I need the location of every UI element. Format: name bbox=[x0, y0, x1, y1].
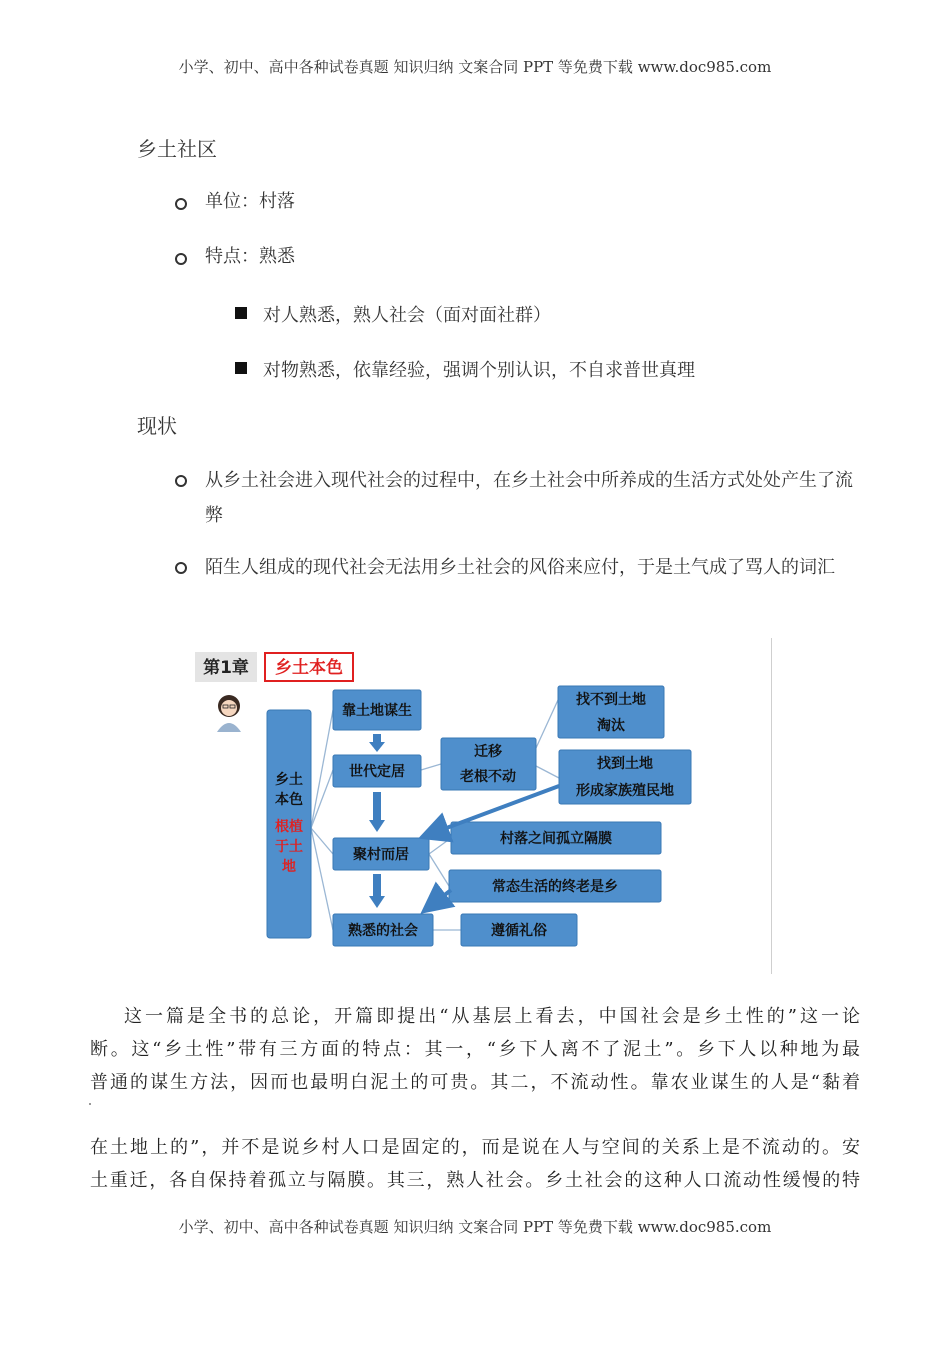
teacher-avatar-icon bbox=[217, 695, 241, 732]
square-bullet-icon bbox=[235, 307, 247, 319]
hollow-bullet-icon bbox=[175, 198, 187, 210]
hollow-bullet-icon bbox=[175, 253, 187, 265]
node-village-label: 聚村而居 bbox=[353, 847, 409, 863]
node-migrate-label-2: 老根不动 bbox=[460, 769, 516, 785]
rural-character-diagram bbox=[193, 638, 773, 974]
chapter-title: 乡土本色 bbox=[275, 658, 343, 678]
summary-paragraph-part-2 bbox=[90, 1131, 860, 1197]
page-header: 小学、初中、高中各种试卷真题 知识归纳 文案合同 PPT 等免费下载 www.doc985.com bbox=[178, 58, 772, 76]
chapter-label: 第1章 bbox=[203, 658, 249, 678]
node-found-label-2: 形成家族殖民地 bbox=[576, 783, 674, 799]
node-life-label: 常态生活的终老是乡 bbox=[492, 879, 618, 895]
node-noland-label-1: 找不到土地 bbox=[576, 692, 646, 708]
section-title-rural-community: 乡土社区 bbox=[137, 137, 217, 161]
subbullet-text: 对物熟悉，依靠经验，强调个别认识，不自求普世真理 bbox=[263, 360, 695, 381]
root-label-3: 根植 bbox=[275, 819, 303, 835]
section-title-status: 现状 bbox=[137, 414, 177, 438]
hollow-bullet-icon bbox=[175, 562, 187, 574]
paragraph-line: 断。这“乡土性”带有三方面的特点：其一，“乡下人离不了泥土”。乡下人以种地为最 bbox=[90, 1039, 860, 1060]
bullet-text: 陌生人组成的现代社会无法用乡土社会的风俗来应付，于是土气成了骂人的词汇 bbox=[205, 557, 835, 578]
bullet-text: 特点：熟悉 bbox=[205, 246, 295, 267]
subbullet-text: 对人熟悉，熟人社会（面对面社群） bbox=[263, 305, 551, 326]
bullet-text: 单位：村落 bbox=[205, 191, 295, 212]
root-label-5: 地 bbox=[282, 859, 296, 875]
node-migrate-label-1: 迁移 bbox=[474, 744, 502, 760]
page-break-mark bbox=[89, 1103, 91, 1105]
root-label-2: 本色 bbox=[275, 792, 303, 808]
node-noland-label-2: 淘汰 bbox=[597, 718, 625, 734]
node-isolation-label: 村落之间孤立隔膜 bbox=[500, 831, 612, 847]
hollow-bullet-icon bbox=[175, 475, 187, 487]
root-label-1: 乡土 bbox=[275, 772, 303, 788]
node-gen-label: 世代定居 bbox=[349, 764, 405, 780]
figure-border bbox=[771, 638, 772, 974]
node-familiar-label: 熟悉的社会 bbox=[348, 923, 418, 939]
paragraph-line: 普通的谋生方法，因而也最明白泥土的可贵。其二，不流动性。靠农业谋生的人是“黏着 bbox=[90, 1072, 860, 1093]
paragraph-line: 这一篇是全书的总论，开篇即提出“从基层上看去，中国社会是乡土性的”这一论 bbox=[124, 1006, 860, 1027]
node-custom-label: 遵循礼俗 bbox=[491, 923, 547, 939]
node-land-label: 靠土地谋生 bbox=[342, 703, 412, 719]
summary-paragraph-part-1 bbox=[90, 1000, 860, 1099]
node-found-label-1: 找到土地 bbox=[597, 756, 653, 772]
page-footer: 小学、初中、高中各种试卷真题 知识归纳 文案合同 PPT 等免费下载 www.doc985.com bbox=[178, 1218, 772, 1236]
paragraph-line: 土重迁，各自保持着孤立与隔膜。其三，熟人社会。乡土社会的这种人口流动性缓慢的特 bbox=[90, 1170, 860, 1191]
paragraph-line: 在土地上的”，并不是说乡村人口是固定的，而是说在人与空间的关系上是不流动的。安 bbox=[90, 1137, 860, 1158]
square-bullet-icon bbox=[235, 362, 247, 374]
root-label-4: 于土 bbox=[275, 839, 303, 855]
bullet-text: 从乡土社会进入现代社会的过程中，在乡土社会中所养成的生活方式处处产生了流弊 bbox=[205, 470, 853, 526]
